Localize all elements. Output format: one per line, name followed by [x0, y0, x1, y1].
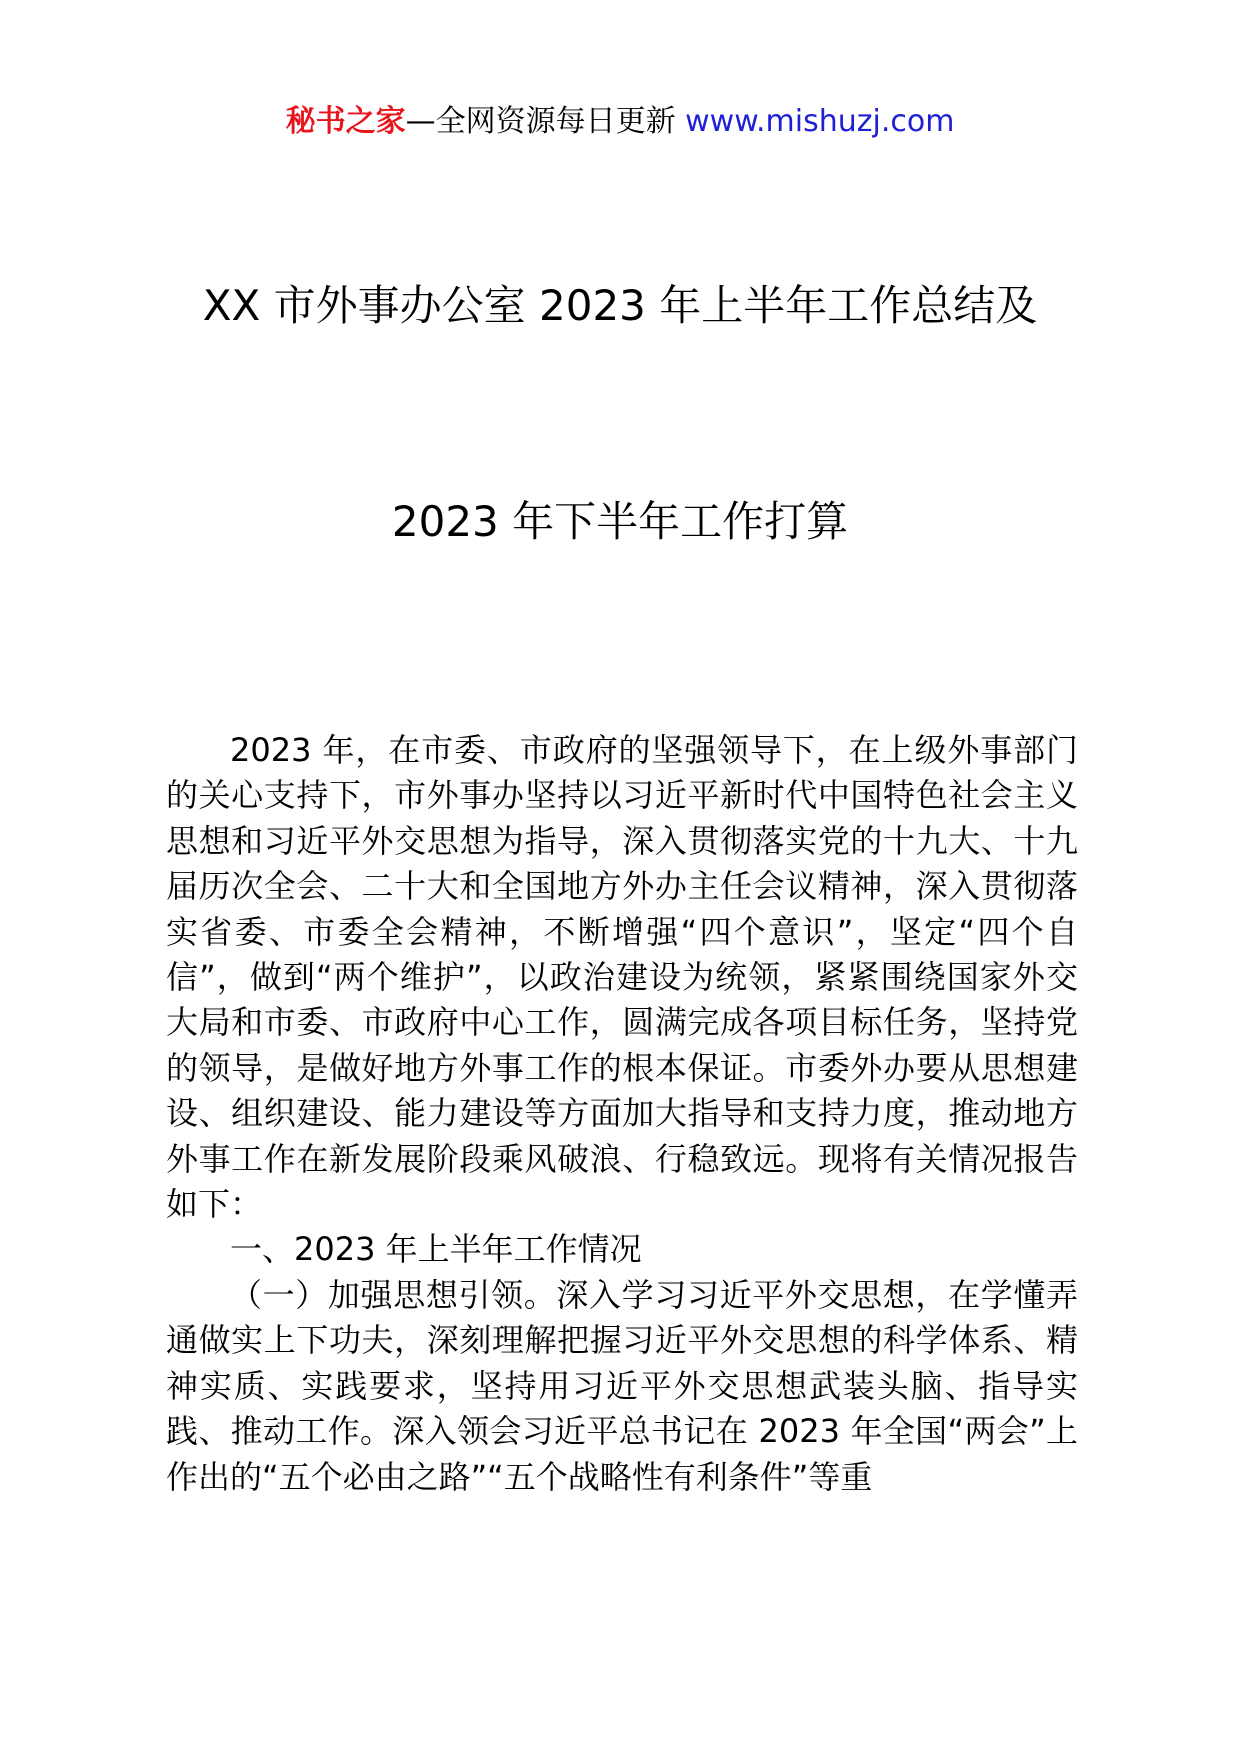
document-title-line-2: 2023 年下半年工作打算	[391, 497, 849, 546]
section-heading-1: 一、2023 年上半年工作情况	[230, 1230, 642, 1269]
body-paragraph-intro: 2023 年，在市委、市政府的坚强领导下，在上级外事部门的关心支持下，市外事办坚持以习近平新时代中国特色社会主义思想和习近平外交思想为指导，深入贯彻落实党的十九大、十九届历次全会、二十大和全国地方外办主任会议精神，深入贯彻落实省委、市委全会精神，不断增强“四个意识”，坚定“四个自信”，做到“两个维护”，以政治建设为统领，紧紧围绕国家外交大局和市委、市政府中心工作，圆满完成各项目标任务，坚持党的领导，是做好地方外事工作的根本保证。市委外办要从思想建设、组织建设、能力建设等方面加大指导和支持力度，推动地方外事工作在新发展阶段乘风破浪、行稳致远。现将有关情况报告如下：	[166, 731, 1078, 1224]
header-tagline: —全网资源每日更新	[405, 104, 676, 139]
brand-name: 秘书之家	[285, 104, 406, 139]
site-header	[0, 100, 1240, 144]
site-url-link[interactable]: www.mishuzj.com	[685, 104, 955, 139]
body-paragraph-1: （一）加强思想引领。深入学习习近平外交思想，在学懂弄通做实上下功夫，深刻理解把握习近平外交思想的科学体系、精神实质、实践要求，坚持用习近平外交思想武装头脑、指导实践、推动工作。深入领会习近平总书记在 2023 年全国“两会”上作出的“五个必由之路”“五个战略性有利条件”等重	[166, 1275, 1078, 1496]
document-title-line-1: XX 市外事办公室 2023 年上半年工作总结及	[202, 281, 1038, 330]
document-body	[166, 728, 1078, 1500]
